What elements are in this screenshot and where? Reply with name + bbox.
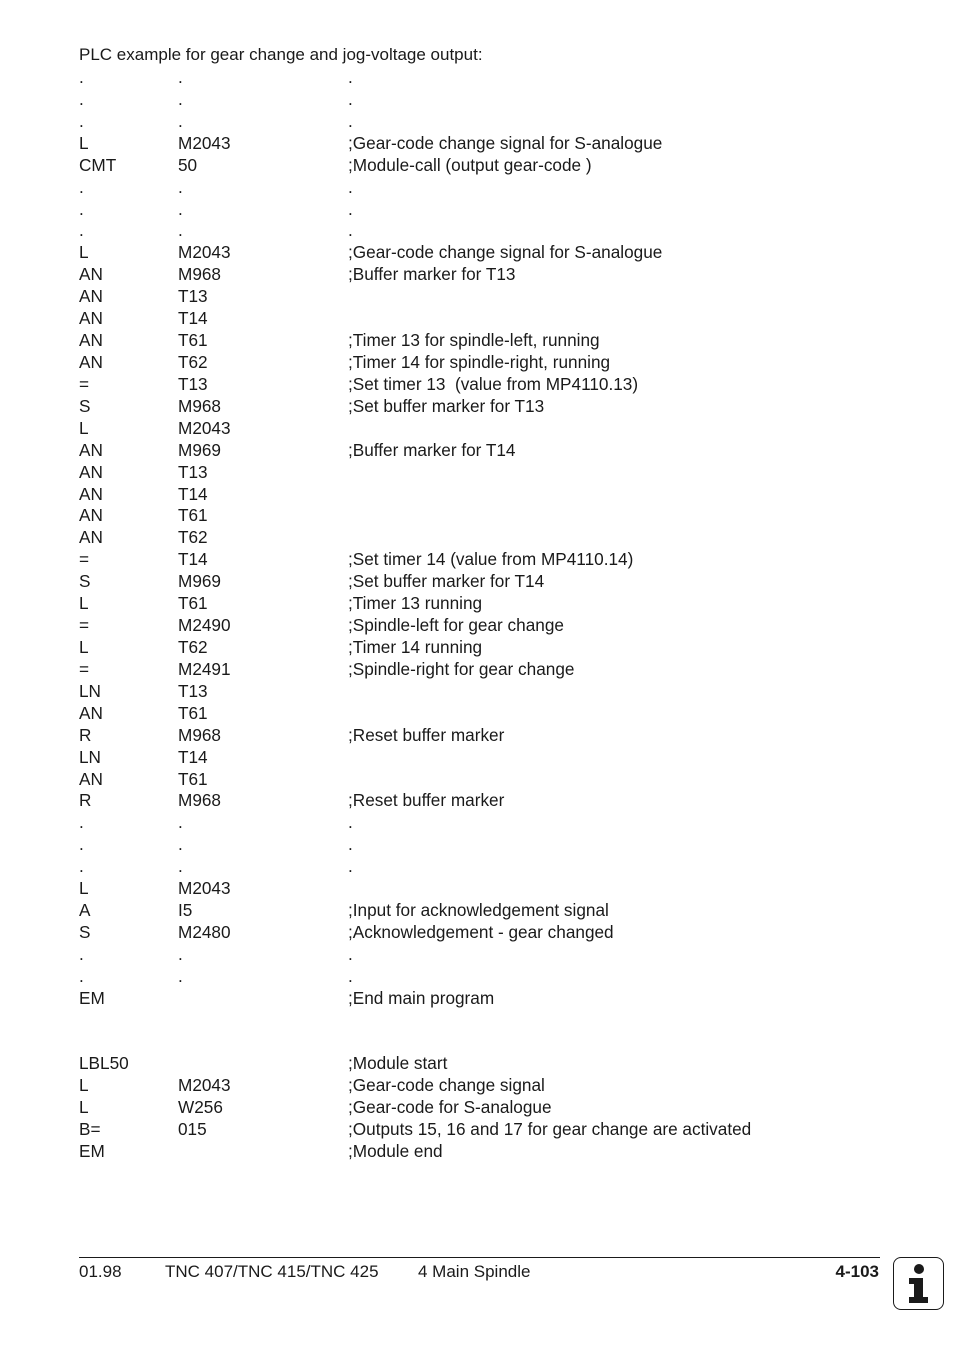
code-instruction: AN — [79, 768, 103, 789]
code-instruction: B= — [79, 1119, 101, 1140]
code-instruction: LN — [79, 680, 101, 701]
code-comment: . — [348, 198, 353, 219]
code-instruction: . — [79, 67, 84, 87]
code-comment: ;Gear-code change signal for S-analogue — [348, 132, 663, 153]
code-instruction: . — [79, 834, 84, 855]
code-instruction: S — [79, 571, 91, 592]
code-line — [79, 111, 899, 133]
code-comment: ;Acknowledgement - gear changed — [348, 921, 614, 942]
code-instruction: CMT — [79, 154, 117, 175]
code-operand: W256 — [178, 1097, 223, 1118]
code-comment: ;Set timer 14 (value from MP4110.14) — [348, 549, 634, 570]
code-line — [79, 1053, 899, 1075]
code-comment: ;Gear-code for S-analogue — [348, 1097, 552, 1118]
code-operand: . — [178, 67, 183, 87]
code-comment: ;Module start — [348, 1053, 448, 1074]
code-instruction: L — [79, 132, 89, 153]
code-line — [79, 944, 899, 966]
code-comment: ;Timer 13 running — [348, 593, 483, 614]
code-instruction: L — [79, 593, 89, 614]
code-instruction: . — [79, 220, 84, 241]
code-instruction: L — [79, 242, 89, 263]
code-line — [79, 1097, 899, 1119]
code-operand: . — [178, 176, 183, 197]
code-instruction: . — [79, 943, 84, 964]
code-line — [79, 484, 899, 506]
code-operand: M2043 — [178, 417, 231, 438]
code-line — [79, 67, 899, 89]
code-operand: M2043 — [178, 132, 231, 153]
code-instruction: L — [79, 1097, 89, 1118]
code-operand: M968 — [178, 724, 221, 745]
code-operand: 015 — [178, 1119, 207, 1140]
footer-model: TNC 407/TNC 415/TNC 425 — [165, 1262, 379, 1281]
code-line — [79, 681, 899, 703]
code-instruction: L — [79, 636, 89, 657]
code-operand: . — [178, 110, 183, 131]
code-operand: M968 — [178, 790, 221, 811]
code-line — [79, 988, 899, 1010]
footer-page-number: 4-103 — [835, 1262, 879, 1281]
code-comment: ;Timer 14 running — [348, 636, 483, 657]
code-operand: T14 — [178, 746, 208, 767]
code-operand: T14 — [178, 549, 208, 570]
code-comment: . — [348, 176, 353, 197]
code-instruction: . — [79, 110, 84, 131]
code-comment: ;Timer 13 for spindle-left, running — [348, 330, 600, 351]
code-instruction: AN — [79, 505, 103, 526]
code-line — [79, 177, 899, 199]
code-instruction: EM — [79, 987, 105, 1008]
code-line — [79, 637, 899, 659]
code-comment: ;Set buffer marker for T13 — [348, 395, 545, 416]
code-line — [79, 527, 899, 549]
code-instruction: LN — [79, 746, 101, 767]
code-comment: . — [348, 88, 353, 109]
code-instruction: = — [79, 658, 90, 679]
code-comment: ;Module end — [348, 1141, 443, 1162]
code-comment: . — [348, 67, 353, 87]
footer-chapter: 4 Main Spindle — [418, 1262, 531, 1281]
code-operand: T61 — [178, 330, 208, 351]
code-instruction: . — [79, 88, 84, 109]
code-line — [79, 374, 899, 396]
code-instruction: A — [79, 900, 91, 921]
code-operand: T62 — [178, 636, 208, 657]
code-line — [79, 878, 899, 900]
code-instruction: L — [79, 878, 89, 899]
info-icon — [893, 1257, 944, 1310]
code-operand: T13 — [178, 680, 208, 701]
code-operand: T13 — [178, 373, 208, 394]
code-instruction: . — [79, 856, 84, 877]
code-line — [79, 352, 899, 374]
code-operand: T61 — [178, 505, 208, 526]
code-operand: T62 — [178, 351, 208, 372]
code-line — [79, 747, 899, 769]
code-operand: . — [178, 965, 183, 986]
code-operand: T13 — [178, 461, 208, 482]
code-comment: . — [348, 110, 353, 131]
code-instruction: . — [79, 176, 84, 197]
code-operand: . — [178, 220, 183, 241]
code-line — [79, 922, 899, 944]
code-instruction: LBL50 — [79, 1053, 129, 1074]
code-instruction: AN — [79, 351, 103, 372]
code-line — [79, 593, 899, 615]
code-operand: M2490 — [178, 615, 231, 636]
code-line — [79, 769, 899, 791]
code-comment: ;Reset buffer marker — [348, 790, 505, 811]
code-line — [79, 330, 899, 352]
code-comment: ;Spindle-left for gear change — [348, 615, 564, 636]
code-line — [79, 1119, 899, 1141]
code-operand: M968 — [178, 264, 221, 285]
code-line — [79, 462, 899, 484]
code-instruction: AN — [79, 330, 103, 351]
code-instruction: . — [79, 198, 84, 219]
code-line — [79, 966, 899, 988]
code-comment: ;Timer 14 for spindle-right, running — [348, 351, 611, 372]
code-line — [79, 286, 899, 308]
code-instruction: S — [79, 395, 91, 416]
code-comment: ;End main program — [348, 987, 495, 1008]
code-line — [79, 659, 899, 681]
code-operand: T14 — [178, 308, 208, 329]
code-line — [79, 703, 899, 725]
code-line — [79, 440, 899, 462]
code-operand: . — [178, 88, 183, 109]
plc-code-listing — [79, 67, 899, 1163]
code-comment: . — [348, 856, 353, 877]
code-operand: . — [178, 856, 183, 877]
code-instruction: L — [79, 1075, 89, 1096]
code-operand: . — [178, 834, 183, 855]
code-instruction: R — [79, 790, 92, 811]
code-instruction: AN — [79, 527, 103, 548]
code-instruction: . — [79, 812, 84, 833]
code-line — [79, 89, 899, 111]
code-operand: . — [178, 198, 183, 219]
code-comment: . — [348, 812, 353, 833]
code-instruction: = — [79, 615, 90, 636]
code-operand: M969 — [178, 439, 221, 460]
code-operand: . — [178, 812, 183, 833]
code-operand: T61 — [178, 702, 208, 723]
code-comment: . — [348, 943, 353, 964]
page-heading: PLC example for gear change and jog-voltage output: — [79, 45, 483, 64]
code-operand: M2043 — [178, 878, 231, 899]
code-instruction: R — [79, 724, 92, 745]
code-line — [79, 900, 899, 922]
code-instruction: = — [79, 549, 90, 570]
code-operand: M2480 — [178, 921, 231, 942]
code-operand: T61 — [178, 768, 208, 789]
code-comment: ;Input for acknowledgement signal — [348, 900, 609, 921]
code-line — [79, 418, 899, 440]
code-line — [79, 549, 899, 571]
code-instruction: S — [79, 921, 91, 942]
code-line — [79, 725, 899, 747]
code-operand: . — [178, 943, 183, 964]
code-line — [79, 133, 899, 155]
code-instruction: AN — [79, 483, 103, 504]
code-instruction: L — [79, 417, 89, 438]
code-line — [79, 1075, 899, 1097]
code-operand: M2043 — [178, 1075, 231, 1096]
code-line — [79, 812, 899, 834]
code-instruction: . — [79, 965, 84, 986]
footer-date: 01.98 — [79, 1262, 122, 1281]
code-line — [79, 220, 899, 242]
code-line — [79, 505, 899, 527]
code-operand: T61 — [178, 593, 208, 614]
code-line — [79, 1032, 899, 1054]
code-line — [79, 264, 899, 286]
code-instruction: AN — [79, 461, 103, 482]
code-line — [79, 1141, 899, 1163]
code-operand: T14 — [178, 483, 208, 504]
code-line — [79, 790, 899, 812]
code-line — [79, 571, 899, 593]
code-instruction: AN — [79, 439, 103, 460]
code-instruction: AN — [79, 286, 103, 307]
footer-divider — [79, 1257, 880, 1258]
code-comment: . — [348, 834, 353, 855]
code-operand: T62 — [178, 527, 208, 548]
code-operand: M2491 — [178, 658, 231, 679]
code-instruction: = — [79, 373, 90, 394]
code-comment: ;Set buffer marker for T14 — [348, 571, 545, 592]
code-instruction: AN — [79, 702, 103, 723]
code-instruction: AN — [79, 308, 103, 329]
code-comment: . — [348, 965, 353, 986]
code-comment: ;Reset buffer marker — [348, 724, 505, 745]
code-comment: ;Buffer marker for T14 — [348, 439, 516, 460]
code-line — [79, 308, 899, 330]
code-operand: T13 — [178, 286, 208, 307]
code-comment: ;Gear-code change signal for S-analogue — [348, 242, 663, 263]
code-line — [79, 396, 899, 418]
code-comment: ;Spindle-right for gear change — [348, 658, 575, 679]
code-operand: M968 — [178, 395, 221, 416]
code-comment: ;Gear-code change signal — [348, 1075, 545, 1096]
code-operand: 50 — [178, 154, 198, 175]
code-line — [79, 199, 899, 221]
code-line — [79, 834, 899, 856]
code-operand: M969 — [178, 571, 221, 592]
code-operand: I5 — [178, 900, 193, 921]
code-line — [79, 155, 899, 177]
code-comment: ;Buffer marker for T13 — [348, 264, 516, 285]
code-line — [79, 242, 899, 264]
code-comment: . — [348, 220, 353, 241]
code-comment: ;Module-call (output gear-code ) — [348, 154, 592, 175]
code-line — [79, 615, 899, 637]
code-comment: ;Outputs 15, 16 and 17 for gear change are activated — [348, 1119, 752, 1140]
code-operand: M2043 — [178, 242, 231, 263]
code-instruction: AN — [79, 264, 103, 285]
code-instruction: EM — [79, 1141, 105, 1162]
code-line — [79, 1010, 899, 1032]
code-line — [79, 856, 899, 878]
code-comment: ;Set timer 13 (value from MP4110.13) — [348, 373, 639, 394]
